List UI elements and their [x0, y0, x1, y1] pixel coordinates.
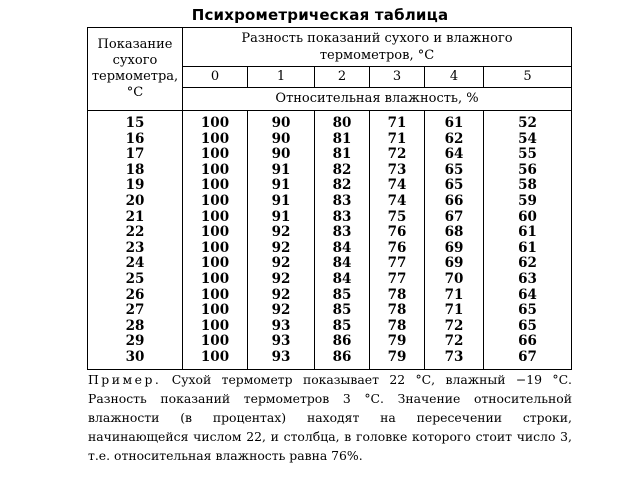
- humidity-cell: 71: [425, 303, 484, 319]
- humidity-cell: 73: [425, 350, 484, 369]
- humidity-cell: 62: [484, 256, 572, 272]
- dry-temperature-cell: 20: [88, 194, 183, 210]
- humidity-cell: 76: [370, 225, 425, 241]
- humidity-cell: 81: [315, 132, 370, 148]
- humidity-cell: 67: [425, 210, 484, 226]
- humidity-cell: 100: [183, 288, 248, 304]
- dry-temperature-cell: 19: [88, 178, 183, 194]
- humidity-cell: 78: [370, 319, 425, 335]
- humidity-cell: 100: [183, 111, 248, 132]
- humidity-cell: 85: [315, 319, 370, 335]
- humidity-cell: 85: [315, 303, 370, 319]
- dry-header-line: сухого: [112, 53, 158, 68]
- humidity-cell: 92: [248, 241, 315, 257]
- humidity-cell: 58: [484, 178, 572, 194]
- humidity-cell: 52: [484, 111, 572, 132]
- dry-temperature-cell: 24: [88, 256, 183, 272]
- dry-temperature-cell: 27: [88, 303, 183, 319]
- difference-header-line: термометров, °С: [319, 48, 435, 63]
- table-body: [88, 111, 572, 370]
- humidity-cell: 76: [370, 241, 425, 257]
- dry-temperature-cell: 23: [88, 241, 183, 257]
- dry-temperature-cell: 30: [88, 350, 183, 369]
- humidity-cell: 100: [183, 147, 248, 163]
- table-row: [88, 303, 572, 319]
- humidity-cell: 91: [248, 163, 315, 179]
- table-row: [88, 163, 572, 179]
- humidity-cell: 62: [425, 132, 484, 148]
- humidity-cell: 55: [484, 147, 572, 163]
- humidity-cell: 79: [370, 350, 425, 369]
- psychrometric-table: [87, 27, 572, 370]
- humidity-cell: 56: [484, 163, 572, 179]
- dry-temperature-cell: 15: [88, 111, 183, 132]
- humidity-cell: 60: [484, 210, 572, 226]
- humidity-cell: 73: [370, 163, 425, 179]
- humidity-cell: 70: [425, 272, 484, 288]
- dry-header-line: Показание: [97, 37, 173, 52]
- humidity-cell: 100: [183, 303, 248, 319]
- table-row: [88, 334, 572, 350]
- humidity-cell: 92: [248, 256, 315, 272]
- humidity-cell: 84: [315, 241, 370, 257]
- humidity-cell: 72: [425, 319, 484, 335]
- humidity-cell: 63: [484, 272, 572, 288]
- table-row: [88, 288, 572, 304]
- humidity-cell: 100: [183, 334, 248, 350]
- humidity-cell: 100: [183, 225, 248, 241]
- humidity-cell: 84: [315, 272, 370, 288]
- table-row: [88, 111, 572, 132]
- dry-header-line: термометра,: [91, 69, 179, 84]
- humidity-cell: 100: [183, 272, 248, 288]
- humidity-cell: 74: [370, 194, 425, 210]
- humidity-cell: 78: [370, 303, 425, 319]
- dry-header-line: °С: [126, 85, 144, 100]
- humidity-cell: 90: [248, 132, 315, 148]
- humidity-cell: 83: [315, 210, 370, 226]
- humidity-cell: 66: [425, 194, 484, 210]
- humidity-cell: 61: [484, 225, 572, 241]
- table-row: [88, 147, 572, 163]
- difference-column-header: 0: [183, 67, 248, 88]
- humidity-cell: 64: [425, 147, 484, 163]
- humidity-cell: 79: [370, 334, 425, 350]
- humidity-cell: 91: [248, 194, 315, 210]
- dry-temperature-cell: 17: [88, 147, 183, 163]
- humidity-cell: 86: [315, 350, 370, 369]
- humidity-cell: 77: [370, 256, 425, 272]
- example-lead: Пример.: [88, 372, 162, 387]
- humidity-cell: 71: [425, 288, 484, 304]
- table-row: [88, 132, 572, 148]
- table-row: [88, 194, 572, 210]
- table-row: [88, 241, 572, 257]
- dry-temperature-cell: 25: [88, 272, 183, 288]
- table-row: [88, 225, 572, 241]
- dry-temperature-cell: 22: [88, 225, 183, 241]
- table-row: [88, 210, 572, 226]
- example-paragraph: [88, 370, 572, 465]
- humidity-cell: 100: [183, 194, 248, 210]
- table-row: [88, 272, 572, 288]
- humidity-cell: 69: [425, 241, 484, 257]
- difference-column-header: 4: [425, 67, 484, 88]
- humidity-cell: 100: [183, 350, 248, 369]
- humidity-cell: 100: [183, 210, 248, 226]
- difference-header-line: Разность показаний сухого и влажного: [241, 31, 513, 46]
- dry-thermometer-header: [88, 28, 183, 111]
- table-row: [88, 350, 572, 369]
- humidity-cell: 100: [183, 132, 248, 148]
- humidity-cell: 83: [315, 225, 370, 241]
- table-row: [88, 256, 572, 272]
- difference-column-header: 2: [315, 67, 370, 88]
- humidity-cell: 66: [484, 334, 572, 350]
- humidity-cell: 65: [425, 178, 484, 194]
- humidity-cell: 72: [370, 147, 425, 163]
- humidity-cell: 65: [484, 319, 572, 335]
- example-text: Сухой термометр показывает 22 °С, влажный −19 °С. Разность показаний термометров 3 °С. Значение относительной влажности (в процентах) находят на пересечении строки, начинающейся числом 22, и столбца, в головке которого стоит число 3, т.е. относительная влажность равна 76%.: [88, 372, 572, 463]
- humidity-cell: 90: [248, 147, 315, 163]
- humidity-cell: 100: [183, 256, 248, 272]
- dry-temperature-cell: 18: [88, 163, 183, 179]
- humidity-cell: 77: [370, 272, 425, 288]
- humidity-cell: 80: [315, 111, 370, 132]
- humidity-cell: 92: [248, 225, 315, 241]
- humidity-cell: 84: [315, 256, 370, 272]
- relative-humidity-header: Относительная влажность, %: [183, 88, 572, 111]
- humidity-cell: 82: [315, 163, 370, 179]
- humidity-cell: 86: [315, 334, 370, 350]
- humidity-cell: 92: [248, 288, 315, 304]
- humidity-cell: 100: [183, 319, 248, 335]
- humidity-cell: 91: [248, 210, 315, 226]
- table-row: [88, 319, 572, 335]
- humidity-cell: 91: [248, 178, 315, 194]
- dry-temperature-cell: 16: [88, 132, 183, 148]
- table-row: [88, 178, 572, 194]
- humidity-cell: 71: [370, 132, 425, 148]
- humidity-cell: 81: [315, 147, 370, 163]
- humidity-cell: 67: [484, 350, 572, 369]
- humidity-cell: 74: [370, 178, 425, 194]
- difference-header: [183, 28, 572, 67]
- humidity-cell: 72: [425, 334, 484, 350]
- humidity-cell: 100: [183, 241, 248, 257]
- humidity-cell: 90: [248, 111, 315, 132]
- humidity-cell: 100: [183, 178, 248, 194]
- humidity-cell: 92: [248, 272, 315, 288]
- humidity-cell: 59: [484, 194, 572, 210]
- humidity-cell: 75: [370, 210, 425, 226]
- humidity-cell: 61: [425, 111, 484, 132]
- difference-column-header: 5: [484, 67, 572, 88]
- page-title: Психрометрическая таблица: [191, 6, 449, 24]
- humidity-cell: 92: [248, 303, 315, 319]
- dry-temperature-cell: 28: [88, 319, 183, 335]
- humidity-cell: 93: [248, 334, 315, 350]
- humidity-cell: 68: [425, 225, 484, 241]
- humidity-cell: 69: [425, 256, 484, 272]
- humidity-cell: 61: [484, 241, 572, 257]
- dry-temperature-cell: 21: [88, 210, 183, 226]
- humidity-cell: 71: [370, 111, 425, 132]
- humidity-cell: 93: [248, 350, 315, 369]
- difference-column-header: 3: [370, 67, 425, 88]
- humidity-cell: 65: [425, 163, 484, 179]
- humidity-cell: 85: [315, 288, 370, 304]
- dry-temperature-cell: 26: [88, 288, 183, 304]
- humidity-cell: 93: [248, 319, 315, 335]
- dry-temperature-cell: 29: [88, 334, 183, 350]
- difference-column-header: 1: [248, 67, 315, 88]
- humidity-cell: 54: [484, 132, 572, 148]
- humidity-cell: 100: [183, 163, 248, 179]
- humidity-cell: 65: [484, 303, 572, 319]
- humidity-cell: 64: [484, 288, 572, 304]
- humidity-cell: 82: [315, 178, 370, 194]
- humidity-cell: 83: [315, 194, 370, 210]
- humidity-cell: 78: [370, 288, 425, 304]
